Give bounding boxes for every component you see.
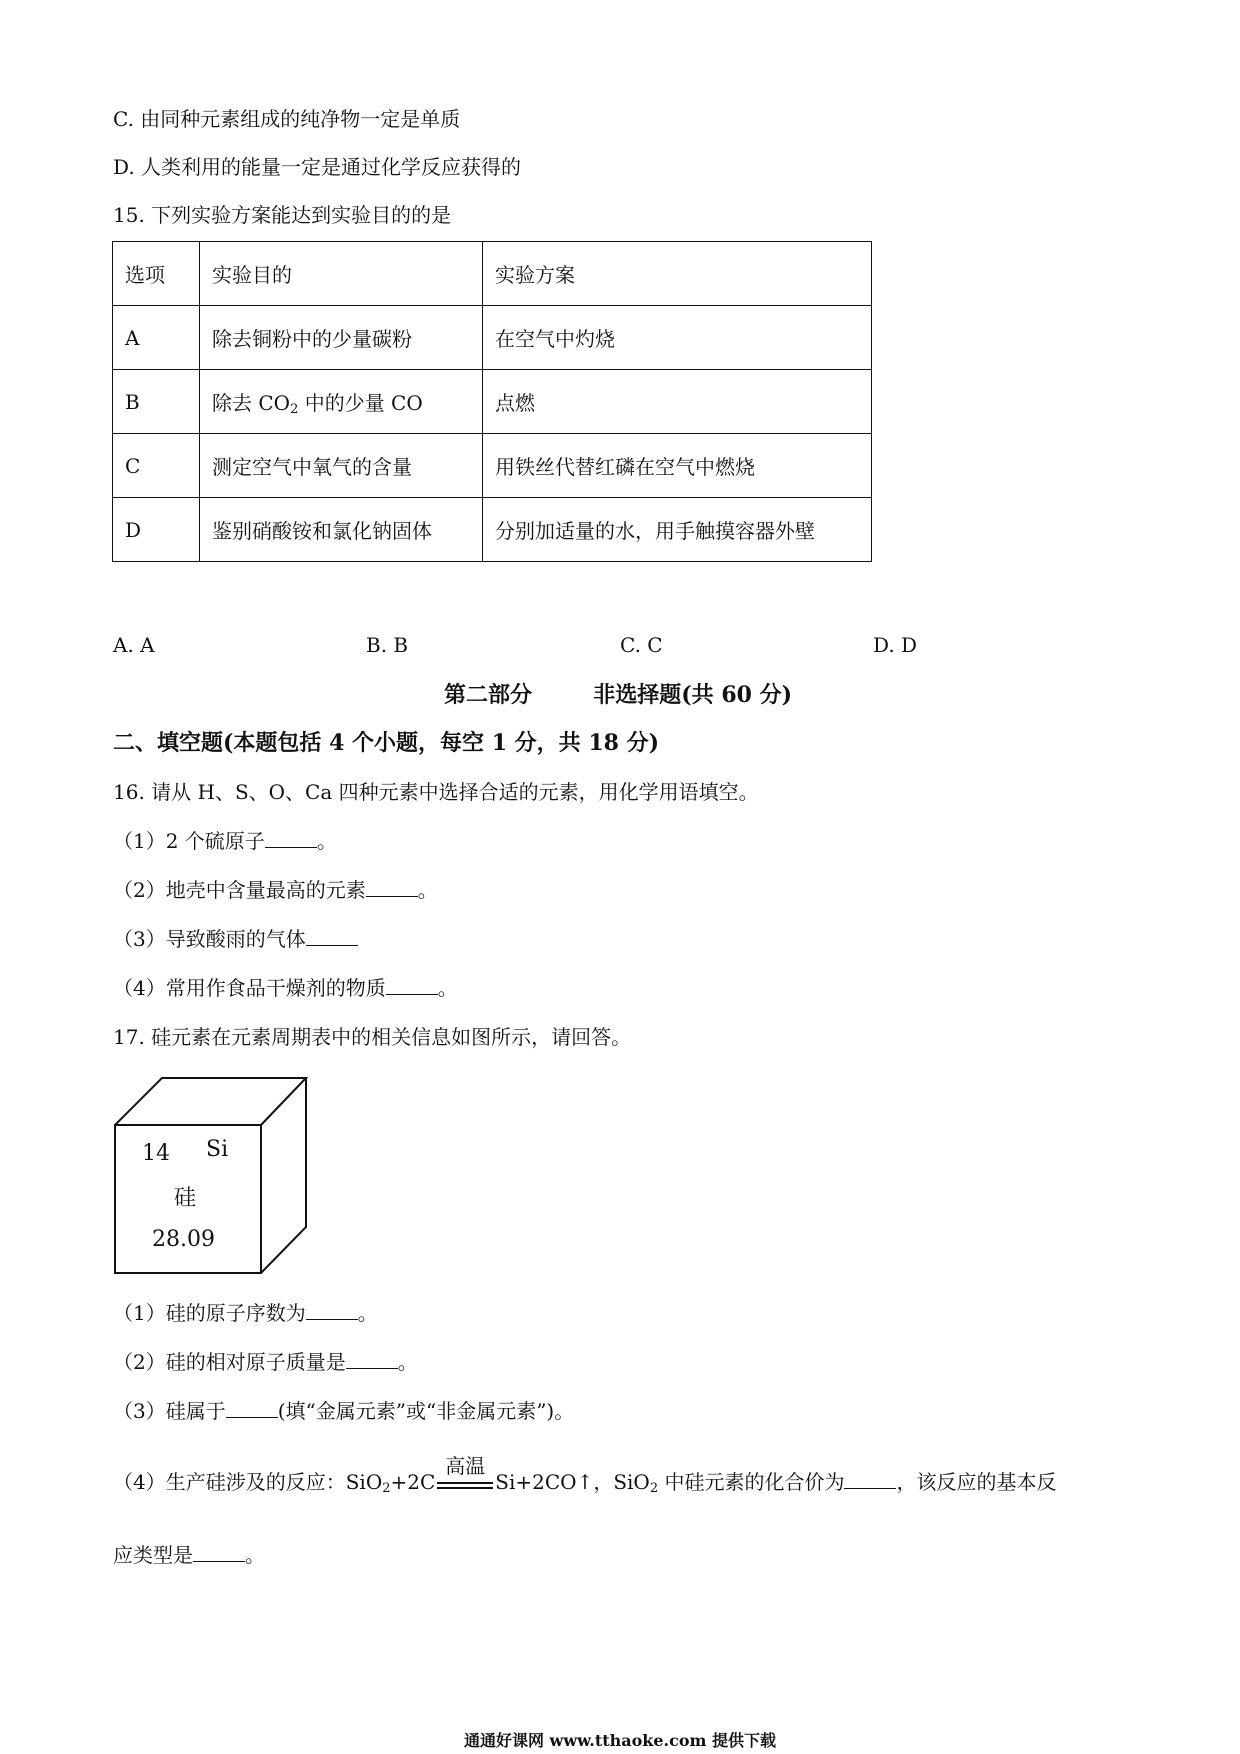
part2-title: 第二部分 非选择题(共 60 分) — [444, 682, 793, 708]
element-name: 硅 — [174, 1186, 197, 1211]
atomic-number: 14 — [142, 1141, 170, 1166]
item-text: 中硅元素的化合价为 — [658, 1470, 845, 1494]
answer-blank — [193, 1543, 245, 1562]
item-punct: 。 — [417, 878, 438, 902]
q16-item-1 — [113, 826, 337, 856]
table-row — [113, 306, 872, 370]
q17-item-2 — [113, 1347, 418, 1377]
answer-blank — [306, 927, 358, 946]
answer-blank — [844, 1470, 896, 1489]
item-text: ，该反应的基本反 — [896, 1470, 1057, 1494]
element-cube — [112, 1075, 312, 1282]
item-text: （3）硅属于 — [113, 1399, 226, 1423]
item-punct: 。 — [437, 976, 458, 1000]
header-option: 选项 — [113, 242, 200, 306]
q16-item-4 — [113, 973, 458, 1003]
q14-option-d: D. 人类利用的能量一定是通过化学反应获得的 — [113, 155, 522, 179]
row-option: A — [113, 306, 200, 370]
table-row — [113, 370, 872, 434]
row-plan: 点燃 — [483, 370, 872, 434]
q15-answer-b: B. B — [366, 633, 409, 657]
item-punct: (填“金属元素”或“非金属元素”)。 — [277, 1399, 575, 1423]
row-option: D — [113, 498, 200, 562]
item-text: （4）常用作食品干燥剂的物质 — [113, 976, 386, 1000]
q17-item-3 — [113, 1396, 574, 1426]
q15-table — [112, 241, 872, 562]
row-goal: 除去铜粉中的少量碳粉 — [200, 306, 483, 370]
answer-blank — [346, 1350, 398, 1369]
answer-blank — [366, 878, 418, 897]
answer-blank — [306, 1301, 358, 1320]
header-plan: 实验方案 — [483, 242, 872, 306]
q17-item-4-cont — [113, 1540, 265, 1570]
row-option: B — [113, 370, 200, 434]
header-goal: 实验目的 — [200, 242, 483, 306]
subscript: 2 — [649, 1481, 659, 1496]
q16-item-3 — [113, 924, 358, 954]
row-goal — [200, 370, 483, 434]
item-text: 应类型是 — [113, 1543, 193, 1567]
table-row — [113, 498, 872, 562]
q16-stem: 16. 请从 H、S、O、Ca 四种元素中选择合适的元素，用化学用语填空。 — [113, 780, 759, 804]
section2-title: 二、填空题(本题包括 4 个小题，每空 1 分，共 18 分) — [113, 730, 660, 756]
q17-stem: 17. 硅元素在元素周期表中的相关信息如图所示，请回答。 — [113, 1025, 632, 1049]
q16-item-2 — [113, 875, 438, 905]
item-text: （2）地壳中含量最高的元素 — [113, 878, 366, 902]
item-punct: 。 — [316, 829, 337, 853]
q15-answer-d: D. D — [873, 633, 918, 657]
footer-watermark: 通通好课网 www.tthaoke.com 提供下载 — [463, 1731, 777, 1750]
answer-blank — [265, 829, 317, 848]
row-goal: 测定空气中氧气的含量 — [200, 434, 483, 498]
item-text: （2）硅的相对原子质量是 — [113, 1350, 346, 1374]
row-goal: 鉴别硝酸铵和氯化钠固体 — [200, 498, 483, 562]
q15-stem: 15. 下列实验方案能达到实验目的的是 — [113, 203, 452, 227]
item-text: （1）硅的原子序数为 — [113, 1301, 306, 1325]
q17-item-4 — [113, 1453, 1057, 1504]
item-text: （1）2 个硫原子 — [113, 829, 265, 853]
answer-blank — [386, 976, 438, 995]
goal-prefix: 除去 CO — [212, 390, 291, 415]
row-plan: 分别加适量的水，用手触摸容器外壁 — [483, 498, 872, 562]
q17-item-1 — [113, 1298, 378, 1328]
answer-blank — [226, 1399, 278, 1418]
goal-suffix: 中的少量 CO — [298, 390, 423, 415]
subscript: 2 — [382, 1481, 391, 1496]
row-option: C — [113, 434, 200, 498]
subscript: 2 — [290, 401, 299, 417]
condition-label: 高温 — [445, 1453, 486, 1478]
row-plan: 在空气中灼烧 — [483, 306, 872, 370]
equals-sign — [437, 1482, 493, 1489]
item-punct: 。 — [397, 1350, 418, 1374]
element-symbol: Si — [206, 1137, 229, 1162]
q14-option-c: C. 由同种元素组成的纯净物一定是单质 — [113, 107, 461, 131]
atomic-mass: 28.09 — [152, 1227, 215, 1252]
table-header-row — [113, 242, 872, 306]
item-punct: 。 — [245, 1543, 265, 1567]
item-text: （3）导致酸雨的气体 — [113, 927, 306, 951]
row-plan: 用铁丝代替红磷在空气中燃烧 — [483, 434, 872, 498]
q15-answer-a: A. A — [113, 633, 155, 657]
table-row — [113, 434, 872, 498]
product-text: Si+2CO↑，SiO — [495, 1470, 650, 1494]
q15-answer-c: C. C — [620, 633, 663, 657]
reactant-text: +2C — [390, 1470, 436, 1494]
item-punct: 。 — [357, 1301, 378, 1325]
reaction-condition — [437, 1453, 493, 1499]
item-text: （4）生产硅涉及的反应：SiO — [113, 1470, 383, 1494]
